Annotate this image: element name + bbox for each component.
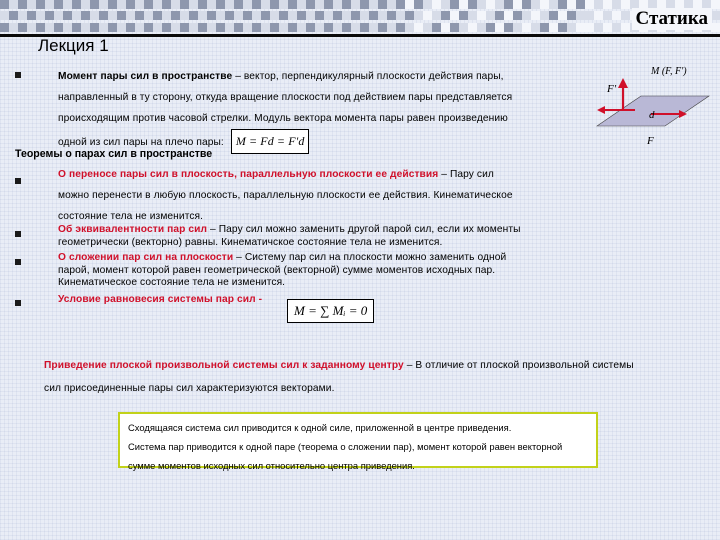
checker-cell — [126, 0, 135, 9]
checker-cell — [135, 23, 144, 32]
checker-cell — [288, 11, 297, 20]
checker-cell — [495, 0, 504, 9]
checker-cell — [603, 11, 612, 20]
checker-cell — [279, 23, 288, 32]
checker-cell — [558, 11, 567, 20]
checker-cell — [243, 0, 252, 9]
checker-cell — [405, 11, 414, 20]
checker-cell — [54, 23, 63, 32]
intro-paragraph — [58, 66, 548, 154]
checker-cell — [270, 0, 279, 9]
checker-cell — [423, 0, 432, 9]
checker-cell — [270, 23, 279, 32]
checker-cell — [207, 0, 216, 9]
summary-line: сумме моментов исходных сил относительно центра приведения. — [128, 460, 415, 471]
checker-cell — [594, 23, 603, 32]
checker-cell — [513, 11, 522, 20]
checker-cell — [27, 0, 36, 9]
checker-cell — [369, 0, 378, 9]
theorem-addition — [58, 252, 558, 290]
checker-cell — [324, 0, 333, 9]
checker-cell — [198, 23, 207, 32]
checker-cell — [108, 0, 117, 9]
checker-cell — [45, 23, 54, 32]
checker-cell — [27, 23, 36, 32]
theorem-text-line: парой, момент которой равен геометрической (векторной) сумме моментов исходных пар. — [58, 264, 496, 276]
checker-cell — [513, 0, 522, 9]
checker-cell — [189, 0, 198, 9]
checker-cell — [396, 23, 405, 32]
checker-cell — [189, 23, 198, 32]
checker-cell — [126, 23, 135, 32]
checker-cell — [450, 0, 459, 9]
checker-cell — [171, 0, 180, 9]
checker-cell — [405, 0, 414, 9]
checker-cell — [315, 0, 324, 9]
checker-cell — [585, 11, 594, 20]
checker-cell — [468, 11, 477, 20]
theorem-title: Условие равновесия системы пар сил - — [58, 294, 263, 305]
checker-cell — [459, 0, 468, 9]
checker-cell — [198, 0, 207, 9]
checker-cell — [315, 11, 324, 20]
theorem-transfer — [58, 164, 558, 227]
checker-cell — [234, 23, 243, 32]
checker-cell — [522, 23, 531, 32]
checker-cell — [423, 23, 432, 32]
slide-title: Статика — [632, 8, 712, 30]
checker-cell — [45, 11, 54, 20]
checker-cell — [207, 23, 216, 32]
checker-cell — [585, 23, 594, 32]
checker-cell — [225, 23, 234, 32]
checker-cell — [297, 0, 306, 9]
checker-cell — [612, 11, 621, 20]
bullet-marker — [15, 231, 21, 237]
checker-cell — [72, 11, 81, 20]
theorem-equivalence — [58, 224, 558, 249]
checker-cell — [189, 11, 198, 20]
theorem-title: Об эквивалентности пар сил — [58, 224, 208, 235]
checker-cell — [378, 0, 387, 9]
checker-cell — [387, 23, 396, 32]
checker-cell — [9, 23, 18, 32]
reduction-line2: сил присоединенные пары сил характеризуются векторами. — [44, 383, 335, 394]
checker-cell — [306, 0, 315, 9]
checker-cell — [504, 23, 513, 32]
checker-cell — [117, 11, 126, 20]
checker-cell — [531, 0, 540, 9]
checker-cell — [9, 11, 18, 20]
checker-cell — [243, 11, 252, 20]
checker-cell — [477, 11, 486, 20]
checker-cell — [477, 0, 486, 9]
theorem-text-line: – Пару сил можно заменить другой парой сил, если их моменты — [207, 224, 521, 235]
couple-figure — [585, 56, 715, 152]
header-checker-strip — [0, 0, 720, 34]
checker-cell — [378, 11, 387, 20]
checker-cell — [279, 0, 288, 9]
moment-label: M (F, F') — [651, 66, 687, 77]
checker-cell — [144, 11, 153, 20]
checker-cell — [333, 0, 342, 9]
checker-cell — [612, 23, 621, 32]
checker-cell — [144, 0, 153, 9]
arm-label: d — [649, 109, 655, 121]
checker-cell — [360, 23, 369, 32]
checker-cell — [387, 11, 396, 20]
checker-cell — [261, 0, 270, 9]
checker-cell — [261, 23, 270, 32]
checker-cell — [171, 11, 180, 20]
checker-cell — [36, 23, 45, 32]
checker-cell — [18, 11, 27, 20]
checker-cell — [405, 23, 414, 32]
checker-cell — [270, 11, 279, 20]
checker-cell — [468, 0, 477, 9]
checker-cell — [711, 23, 720, 32]
theorem-title: О переносе пары сил в плоскость, параллельную плоскости ее действия — [58, 169, 439, 180]
checker-cell — [234, 11, 243, 20]
checker-cell — [396, 0, 405, 9]
bullet-marker — [15, 72, 21, 78]
reduction-line1: – В отличие от плоской произвольной системы — [403, 360, 634, 371]
checker-cell — [450, 11, 459, 20]
checker-cell — [288, 0, 297, 9]
checker-cell — [180, 0, 189, 9]
checker-cell — [180, 11, 189, 20]
intro-line1: – вектор, перпендикулярный плоскости действия пары, — [232, 71, 504, 82]
checker-cell — [414, 23, 423, 32]
checker-cell — [333, 23, 342, 32]
checker-cell — [585, 0, 594, 9]
checker-cell — [360, 0, 369, 9]
checker-cell — [144, 23, 153, 32]
checker-cell — [531, 11, 540, 20]
theorem-text-line: Кинематическое состояние тела не изменится. — [58, 277, 286, 289]
checker-cell — [342, 11, 351, 20]
checker-cell — [36, 11, 45, 20]
checker-cell — [90, 23, 99, 32]
checker-cell — [468, 23, 477, 32]
checker-cell — [567, 23, 576, 32]
checker-cell — [603, 0, 612, 9]
checker-cell — [216, 0, 225, 9]
checker-cell — [0, 23, 9, 32]
checker-cell — [171, 23, 180, 32]
theorem-equilibrium — [58, 294, 262, 307]
checker-cell — [18, 0, 27, 9]
checker-cell — [351, 11, 360, 20]
checker-cell — [711, 11, 720, 20]
checker-cell — [126, 11, 135, 20]
intro-line2: направленный в ту сторону, откуда вращение плоскости под действием пары представляется — [58, 92, 513, 103]
theorem-text-line: состояние тела не изменится. — [58, 211, 204, 222]
checker-cell — [576, 11, 585, 20]
checker-cell — [27, 11, 36, 20]
checker-cell — [153, 0, 162, 9]
checker-cell — [162, 11, 171, 20]
checker-cell — [63, 23, 72, 32]
theorem-text-line: – Пару сил — [438, 169, 494, 180]
checker-cell — [621, 0, 630, 9]
checker-cell — [567, 0, 576, 9]
checker-cell — [279, 11, 288, 20]
checker-cell — [495, 23, 504, 32]
checker-cell — [306, 11, 315, 20]
summary-line: Сходящаяся система сил приводится к одной силе, приложенной в центре приведения. — [128, 422, 512, 433]
checker-cell — [414, 11, 423, 20]
checker-cell — [54, 0, 63, 9]
theorem-text-line: можно перенести в любую плоскость, параллельную плоскости ее действия. Кинематическое — [58, 190, 513, 201]
checker-cell — [117, 0, 126, 9]
bullet-marker — [15, 259, 21, 265]
checker-cell — [243, 23, 252, 32]
checker-cell — [90, 0, 99, 9]
checker-cell — [396, 11, 405, 20]
checker-cell — [423, 11, 432, 20]
checker-cell — [153, 11, 162, 20]
checker-cell — [234, 0, 243, 9]
checker-cell — [252, 23, 261, 32]
checker-cell — [369, 11, 378, 20]
checker-cell — [90, 11, 99, 20]
checker-cell — [531, 23, 540, 32]
checker-cell — [288, 23, 297, 32]
checker-cell — [540, 11, 549, 20]
moment-arrowhead — [618, 78, 628, 88]
checker-cell — [504, 0, 513, 9]
checker-cell — [540, 23, 549, 32]
checker-cell — [162, 0, 171, 9]
checker-cell — [225, 0, 234, 9]
checker-cell — [441, 0, 450, 9]
checker-cell — [117, 23, 126, 32]
checker-cell — [63, 11, 72, 20]
checker-cell — [351, 0, 360, 9]
checker-cell — [495, 11, 504, 20]
checker-cell — [99, 0, 108, 9]
checker-cell — [504, 11, 513, 20]
checker-cell — [99, 23, 108, 32]
checker-cell — [306, 23, 315, 32]
intro-term: Момент пары сил в пространстве — [58, 71, 233, 82]
checker-cell — [324, 23, 333, 32]
checker-cell — [621, 23, 630, 32]
checker-cell — [162, 23, 171, 32]
checker-cell — [711, 0, 720, 9]
checker-cell — [0, 0, 9, 9]
checker-cell — [342, 0, 351, 9]
checker-cell — [135, 11, 144, 20]
reduction-title: Приведение плоской произвольной системы сил к заданному центру — [44, 360, 404, 371]
theorem-title: О сложении пар сил на плоскости — [58, 252, 234, 263]
force-prime-arrowhead — [597, 106, 605, 114]
lecture-label: Лекция 1 — [38, 36, 109, 55]
checker-cell — [558, 0, 567, 9]
checker-cell — [486, 0, 495, 9]
checker-cell — [216, 11, 225, 20]
checker-cell — [441, 23, 450, 32]
summary-box — [118, 412, 598, 471]
checker-cell — [54, 11, 63, 20]
checker-cell — [378, 23, 387, 32]
theorem-text-line: геометрически (векторно) равны. Кинематичское состояние тела не изменится. — [58, 236, 443, 248]
checker-cell — [432, 11, 441, 20]
checker-cell — [459, 11, 468, 20]
intro-line4: одной из сил пары на плечо пары: — [58, 137, 224, 148]
checker-cell — [621, 11, 630, 20]
checker-cell — [459, 23, 468, 32]
checker-cell — [9, 0, 18, 9]
checker-cell — [72, 0, 81, 9]
moment-formula: M = Fd = F'd — [231, 129, 310, 154]
checker-cell — [0, 11, 9, 20]
checker-cell — [576, 0, 585, 9]
checker-cell — [108, 23, 117, 32]
checker-cell — [99, 11, 108, 20]
checker-cell — [135, 0, 144, 9]
checker-cell — [333, 11, 342, 20]
checker-cell — [81, 23, 90, 32]
checker-cell — [81, 11, 90, 20]
checker-cell — [414, 0, 423, 9]
checker-cell — [315, 23, 324, 32]
checker-cell — [540, 0, 549, 9]
checker-cell — [81, 0, 90, 9]
checker-cell — [108, 11, 117, 20]
checker-cell — [558, 23, 567, 32]
checker-cell — [72, 23, 81, 32]
checker-cell — [261, 11, 270, 20]
checker-cell — [432, 0, 441, 9]
checker-cell — [441, 11, 450, 20]
checker-cell — [225, 11, 234, 20]
checker-cell — [252, 11, 261, 20]
checker-cell — [18, 23, 27, 32]
checker-cell — [576, 23, 585, 32]
summary-line: Система пар приводится к одной паре (теорема о сложении пар), момент которой равен векторной — [128, 441, 563, 452]
force-prime-label: F' — [607, 83, 617, 95]
reduction-paragraph — [44, 354, 704, 400]
theorem-text-line: – Систему пар сил на плоскости можно заменить одной — [233, 252, 507, 263]
checker-cell — [549, 0, 558, 9]
checker-cell — [522, 11, 531, 20]
checker-cell — [63, 0, 72, 9]
checker-cell — [567, 11, 576, 20]
checker-cell — [603, 23, 612, 32]
checker-cell — [612, 0, 621, 9]
checker-cell — [594, 11, 603, 20]
checker-cell — [153, 23, 162, 32]
checker-cell — [477, 23, 486, 32]
checker-cell — [207, 11, 216, 20]
checker-cell — [36, 0, 45, 9]
force-label: F — [647, 135, 654, 147]
checker-cell — [549, 11, 558, 20]
checker-cell — [513, 23, 522, 32]
checker-cell — [45, 0, 54, 9]
checker-cell — [198, 11, 207, 20]
checker-cell — [549, 23, 558, 32]
checker-cell — [216, 23, 225, 32]
checker-cell — [369, 23, 378, 32]
checker-cell — [486, 11, 495, 20]
checker-cell — [360, 11, 369, 20]
bullet-marker — [15, 178, 21, 184]
checker-cell — [450, 23, 459, 32]
checker-cell — [486, 23, 495, 32]
bullet-marker — [15, 300, 21, 306]
checker-cell — [342, 23, 351, 32]
checker-cell — [351, 23, 360, 32]
checker-cell — [297, 11, 306, 20]
checker-cell — [297, 23, 306, 32]
checker-cell — [387, 0, 396, 9]
checker-cell — [180, 23, 189, 32]
intro-line3: происходящим против часовой стрелки. Модуль вектора момента пары равен произведению — [58, 113, 508, 124]
equilibrium-formula: M = ∑ Mᵢ = 0 — [287, 299, 374, 323]
checker-cell — [324, 11, 333, 20]
checker-cell — [522, 0, 531, 9]
checker-cell — [432, 23, 441, 32]
checker-cell — [252, 0, 261, 9]
checker-cell — [594, 0, 603, 9]
theorems-heading: Теоремы о парах сил в пространстве — [15, 148, 213, 160]
